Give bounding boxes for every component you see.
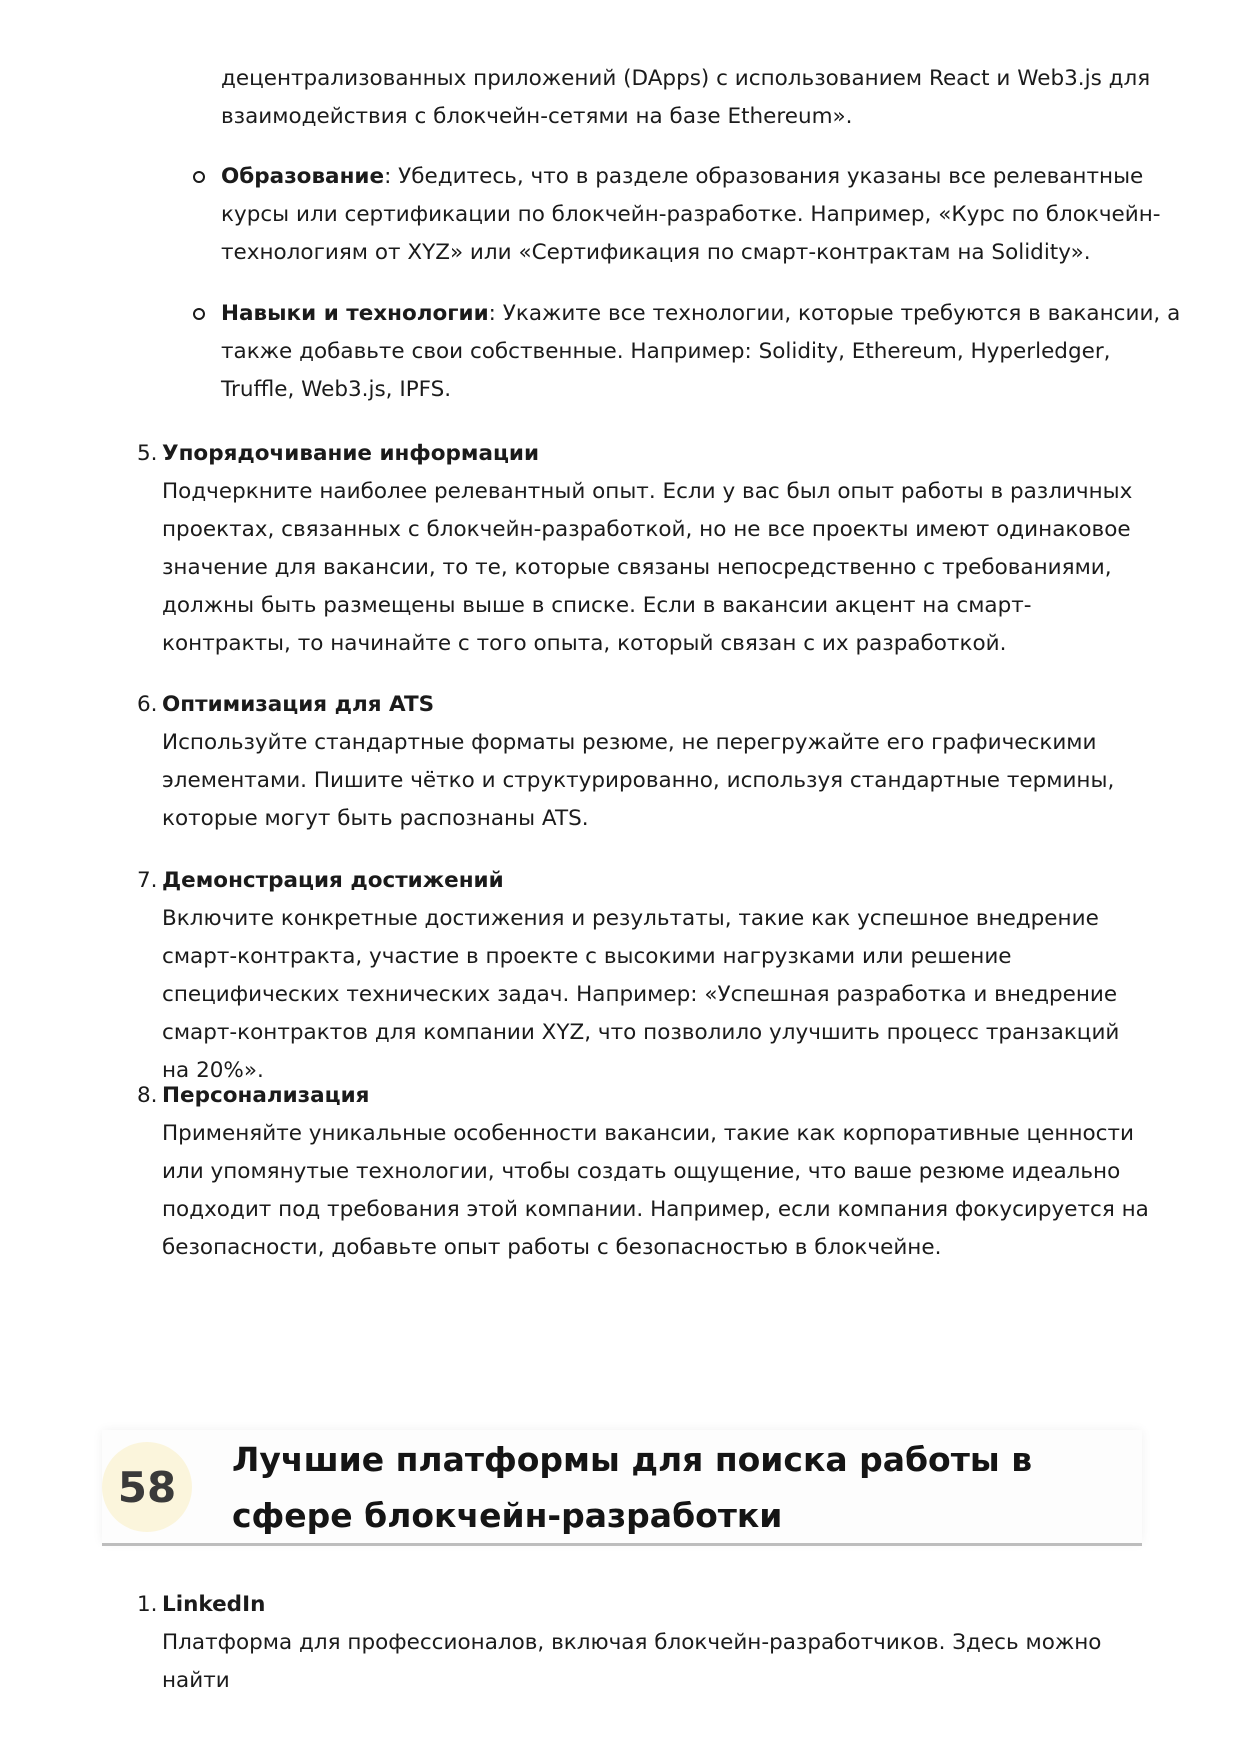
list-number: 7.: [137, 868, 158, 893]
list-item-title: LinkedIn: [162, 1592, 266, 1617]
text-line: децентрализованных приложений (DApps) с использованием React и Web3.js для: [221, 66, 1151, 91]
bullet-item: [190, 158, 1161, 272]
list-item-title: Оптимизация для ATS: [162, 692, 435, 717]
list-item: [130, 1586, 1150, 1700]
list-item-text: Применяйте уникальные особенности вакансии, такие как корпоративные ценности или упомянутые технологии, чтобы создать ощущение, что ваше резюме идеально подходит под требования этой компании. Например, если компания фокусируется на безопасности, добавьте опыт работы с безопасностью в блокчейне.: [162, 1121, 1149, 1260]
bullet-title: Образование: [221, 164, 385, 189]
list-item-text: Подчеркните наиболее релевантный опыт. Если у вас был опыт работы в различных проектах, связанных с блокчейн-разработкой, но не все проекты имеют одинаковое значение для вакансии, то те, которые связаны непосредственно с требованиями, должны быть размещены выше в списке. Если в вакансии акцент на смарт-контракты, то начинайте с того опыта, который связан с их разработкой.: [162, 479, 1133, 656]
list-item-text: Включите конкретные достижения и результаты, такие как успешное внедрение смарт-контракта, участие в проекте с высокими нагрузками или решение специфических технических задач. Например: «Успешная разработка и внедрение смарт-контрактов для компании XYZ, что позволило улучшить процесс транзакций на 20%».: [162, 906, 1120, 1083]
list-item-title: Демонстрация достижений: [162, 868, 504, 893]
list-number: 5.: [137, 441, 158, 466]
hollow-circle-bullet-icon: [193, 171, 205, 183]
list-item-title: Упорядочивание информации: [162, 441, 540, 466]
list-item: [130, 686, 1150, 838]
bullet-text: : Укажите все технологии, которые требуются в вакансии, а также добавьте свои собственные. Например: Solidity, Ethereum, Hyperledger, Truffle, Web3.js, IPFS.: [221, 301, 1181, 402]
bullet-item: [190, 295, 1181, 409]
section-title: Лучшие платформы для поиска работы в сфере блокчейн-разработки: [232, 1440, 1033, 1535]
section-divider: [102, 1543, 1142, 1546]
list-number: 1.: [137, 1592, 158, 1617]
bullet-text: : Убедитесь, что в разделе образования указаны все релевантные курсы или сертификации по блокчейн-разработке. Например, «Курс по блокчейн-технологиям от XYZ» или «Сертификация по смарт-контрактам на Solidity».: [221, 164, 1161, 265]
list-item-text: Используйте стандартные форматы резюме, не перегружайте его графическими элементами. Пишите чётко и структурированно, используя стандартные термины, которые могут быть распознаны ATS.: [162, 730, 1115, 831]
list-number: 8.: [137, 1083, 158, 1108]
list-item: [130, 435, 1150, 663]
hollow-circle-bullet-icon: [193, 308, 205, 320]
list-number: 6.: [137, 692, 158, 717]
list-item-text: Платформа для профессионалов, включая блокчейн-разработчиков. Здесь можно найти: [162, 1630, 1102, 1693]
bullet-title: Навыки и технологии: [221, 301, 489, 326]
section-header: [102, 1430, 1142, 1546]
continued-paragraph: [221, 60, 1151, 136]
text-line: взаимодействия с блокчейн-сетями на базе Ethereum».: [221, 104, 853, 129]
list-item: [130, 1077, 1150, 1267]
list-item-title: Персонализация: [162, 1083, 370, 1108]
list-item: [130, 862, 1150, 1090]
section-number-badge: 58: [102, 1442, 192, 1532]
